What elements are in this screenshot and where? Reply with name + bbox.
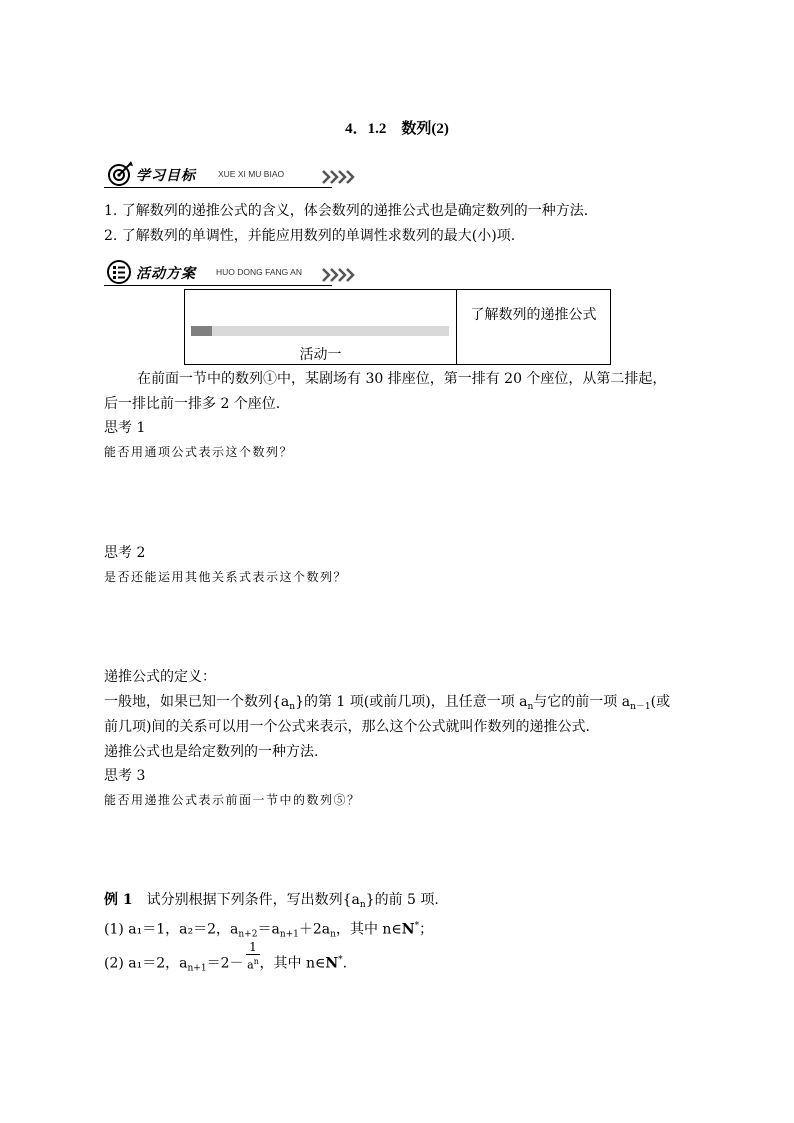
think-3-label: 思考 3: [104, 768, 146, 784]
chevrons-icon: [322, 268, 356, 282]
target-icon: [106, 161, 134, 187]
activity-topic: 了解数列的递推公式: [470, 307, 597, 323]
intro-line-2: 后一排比前一排多 2 个座位.: [104, 396, 281, 412]
think-3-question: 能否用递推公式表示前面一节中的数列⑤？: [104, 793, 361, 807]
activity-progress-fill: [191, 326, 212, 336]
example-1-label: 例 1: [104, 892, 133, 908]
goals-banner-label: 学习目标: [136, 168, 196, 184]
goal-item-1: 1. 了解数列的递推公式的含义，体会数列的递推公式也是确定数列的一种方法.: [104, 203, 589, 219]
think-1-label: 思考 1: [104, 420, 146, 436]
activity-label: 活动一: [299, 347, 342, 363]
activity-table: [184, 289, 611, 365]
banner-rule: [104, 187, 332, 188]
think-1-question: 能否用通项公式表示这个数列？: [104, 445, 294, 459]
example-1-statement: 例 1 试分别根据下列条件，写出数列$\{a_n\}$的前 5 项.: [104, 892, 439, 910]
goals-banner-pinyin: XUE XI MU BIAO: [218, 169, 285, 179]
definition-paragraph-3: 递推公式也是给定数列的一种方法.: [104, 744, 319, 760]
activity-banner-label: 活动方案: [136, 266, 196, 282]
banner-rule: [104, 285, 332, 286]
definition-heading: 递推公式的定义：: [104, 669, 216, 685]
fraction: $\frac{1}{a^n}$: [247, 940, 259, 972]
activity-progress-bar: [191, 326, 449, 336]
goal-item-2: 2. 了解数列的单调性，并能应用数列的单调性求数列的最大(小)项.: [104, 228, 516, 244]
page-title: 4．1.2 数列(2): [345, 121, 449, 137]
example-1-item-2: (2) a₁＝2，$a_{n+1}=2-$ ，其中 n∈N*.: [104, 955, 348, 974]
example-1-item-1: (1) a₁＝1，a₂＝2，$a_{n+2}=a_{n+1}+2a_n$，其中 n∈N*；: [104, 921, 434, 940]
think-2-label: 思考 2: [104, 545, 146, 561]
definition-paragraph-2: 前几项)间的关系可以用一个公式来表示，那么这个公式就叫作数列的递推公式.: [104, 719, 590, 735]
goals-banner: [104, 160, 356, 190]
intro-line-1: 在前面一节中的数列①中，某剧场有 30 排座位，第一排有 20 个座位，从第二排起，: [137, 371, 667, 387]
think-2-question: 是否还能运用其他关系式表示这个数列？: [104, 570, 348, 584]
chevrons-icon: [322, 170, 356, 184]
activity-banner-pinyin: HUO DONG FANG AN: [216, 267, 302, 277]
definition-paragraph-1: 一般地，如果已知一个数列$\{a_n\}$的第 1 项(或前几项)，且任意一项 $a_n$与它的前一项 $a_{n-1}$(或: [104, 694, 671, 712]
list-icon: [106, 259, 134, 285]
activity-cell-left: [185, 290, 457, 364]
activity-banner: [104, 258, 356, 288]
